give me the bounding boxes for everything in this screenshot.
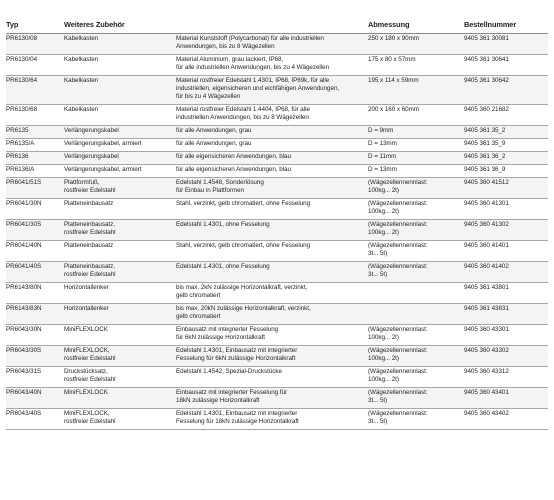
cell-abm-line: 200 x 160 x 60mm: [368, 106, 420, 113]
cell-zub-line: Horizontallenker: [64, 305, 109, 312]
cell-abm-line: 100kg... 2t): [368, 229, 399, 236]
cell-desc-line: Edelstahl 1.4301, ohne Fesselung: [176, 221, 270, 228]
table-row: [6, 34, 548, 55]
cell-desc-line: für alle eigensicheren Anwendungen, blau: [176, 166, 291, 173]
cell-zub-line: MiniFLEXLOCK: [64, 389, 108, 396]
cell-abm-line: (Wägezellennennlast:: [368, 221, 428, 228]
cell-abm-line: (Wägezellennennlast:: [368, 200, 428, 207]
cell-abm-line: (Wägezellennennlast:: [368, 368, 428, 375]
cell-zub-line: Kabelkasten: [64, 106, 99, 113]
cell-abm: [368, 35, 419, 43]
table-row: [6, 241, 548, 262]
header-abmessung: Abmessung: [368, 20, 410, 29]
cell-desc: [176, 326, 278, 342]
cell-desc: [176, 153, 291, 161]
cell-zub-line: rostfreier Edelstahl: [64, 418, 116, 425]
cell-desc: [176, 305, 311, 321]
header-typ: Typ: [6, 20, 19, 29]
cell-abm: [368, 179, 428, 195]
cell-typ: PR6130/04: [6, 56, 38, 63]
cell-desc: [176, 221, 270, 229]
cell-zub: [64, 35, 98, 43]
cell-zub-line: Platteneinbausatz: [64, 200, 114, 207]
cell-desc: [176, 179, 264, 195]
cell-desc: [176, 166, 291, 174]
cell-bestellnummer: 9405 361 30641: [464, 56, 509, 63]
cell-typ: PR6043/30N: [6, 326, 42, 333]
cell-desc-line: Material Kunststoff (Polycarbonat) für alle industriellen: [176, 35, 324, 42]
cell-desc-line: Anwendungen, bis zu 8 Wägezellen: [176, 43, 275, 50]
cell-typ: PR6135: [6, 127, 29, 134]
cell-abm-line: (Wägezellennennlast:: [368, 389, 428, 396]
cell-abm: [368, 326, 428, 342]
cell-zub-line: MiniFLEXLOCK,: [64, 347, 110, 354]
cell-abm-line: (Wägezellennennlast:: [368, 242, 428, 249]
cell-bestellnummer: 9405 360 41512: [464, 179, 509, 186]
cell-zub-line: Platteneinbausatz: [64, 242, 114, 249]
cell-typ: PR6043/30S: [6, 347, 42, 354]
cell-abm: [368, 106, 419, 114]
cell-zub-line: Platteneinbausatz,: [64, 263, 115, 270]
cell-desc: [176, 263, 270, 271]
cell-abm-line: 100kg... 2t): [368, 334, 399, 341]
cell-desc-line: bis max. 2kN zulässige Horizontalkraft, verzinkt,: [176, 284, 308, 291]
cell-bestellnummer: 9405 361 30642: [464, 77, 509, 84]
cell-abm: [368, 368, 428, 384]
cell-desc: [176, 242, 310, 250]
cell-abm-line: 3t... 5t): [368, 418, 388, 425]
cell-zub-line: MiniFLEXLOCK,: [64, 410, 110, 417]
cell-abm: [368, 200, 428, 216]
cell-zub-line: Verlängerungskabel: [64, 127, 119, 134]
cell-desc-line: Einbausatz mit integrierter Fesselung: [176, 326, 279, 333]
cell-zub-line: Platteneinbausatz,: [64, 221, 115, 228]
cell-desc-line: industriellen, eigensicheren und eichfähigen Anwendungen,: [176, 85, 340, 92]
cell-abm-line: 3t... 5t): [368, 397, 388, 404]
table-row: [6, 325, 548, 346]
cell-typ: PR6043/40S: [6, 410, 42, 417]
cell-desc-line: für alle Anwendungen, grau: [176, 127, 252, 134]
accessories-table: [6, 18, 548, 430]
cell-desc-line: Material rostfreier Edelstahl 1.4404, IP68, für alle: [176, 106, 310, 113]
cell-desc-line: Fesselung für 18kN zulässige Horizontalkraft: [176, 418, 299, 425]
cell-typ: PR6143/83N: [6, 305, 42, 312]
cell-bestellnummer: 9405 360 41401: [464, 242, 509, 249]
cell-abm: [368, 140, 397, 148]
table-row: [6, 152, 548, 165]
cell-typ: PR6130/68: [6, 106, 38, 113]
cell-desc: [176, 35, 324, 51]
cell-desc-line: Edelstahl 1.4301, ohne Fesselung: [176, 263, 270, 270]
cell-zub-line: rostfreier Edelstahl: [64, 355, 116, 362]
cell-abm: [368, 127, 393, 135]
cell-zub: [64, 347, 116, 363]
cell-zub: [64, 56, 98, 64]
table-row: [6, 178, 548, 199]
cell-desc: [176, 368, 282, 376]
cell-bestellnummer: 9405 361 43831: [464, 305, 509, 312]
table-row: [6, 367, 548, 388]
cell-typ: PR6136: [6, 153, 29, 160]
cell-desc-line: Stahl, verzinkt, gelb chromatiert, ohne Fesselung: [176, 200, 311, 207]
cell-abm: [368, 77, 419, 85]
cell-bestellnummer: 9405 361 35_9: [464, 140, 506, 147]
cell-zub-line: rostfreier Edelstahl: [64, 229, 116, 236]
cell-desc-line: industriellen Anwendungen, bis zu 8 Wägezellen: [176, 114, 309, 121]
cell-zub-line: rostfreier Edelstahl: [64, 376, 116, 383]
cell-zub: [64, 368, 116, 384]
cell-zub-line: Plattformfuß,: [64, 179, 100, 186]
cell-zub: [64, 153, 119, 161]
cell-typ: PR6130/64: [6, 77, 38, 84]
cell-zub-line: Kabelkasten: [64, 56, 99, 63]
cell-abm-line: D = 11mm: [368, 153, 397, 160]
cell-abm-line: D = 9mm: [368, 127, 394, 134]
cell-zub-line: Verlängerungskabel: [64, 153, 119, 160]
table-row: [6, 283, 548, 304]
cell-typ: PR6136/A: [6, 166, 35, 173]
cell-bestellnummer: 9405 361 43801: [464, 284, 509, 291]
cell-zub: [64, 242, 113, 250]
table-row: [6, 55, 548, 76]
cell-abm-line: (Wägezellennennlast:: [368, 410, 428, 417]
cell-desc-line: Edelstahl 1.4301, Einbausatz mit integrierter: [176, 410, 298, 417]
cell-abm: [368, 263, 428, 279]
cell-zub: [64, 77, 98, 85]
cell-typ: PR6041/40S: [6, 263, 42, 270]
cell-bestellnummer: 9405 360 21682: [464, 106, 509, 113]
cell-abm-line: (Wägezellennennlast:: [368, 326, 428, 333]
table-row: [6, 220, 548, 241]
table-row: [6, 105, 548, 126]
cell-desc: [176, 284, 307, 300]
cell-zub: [64, 179, 116, 195]
cell-abm-line: 100kg... 2t): [368, 187, 399, 194]
cell-abm-line: 100kg... 2t): [368, 355, 399, 362]
table-header: [6, 18, 548, 34]
cell-abm: [368, 347, 428, 363]
cell-zub: [64, 106, 98, 114]
cell-zub: [64, 127, 119, 135]
cell-abm-line: 195 x 114 x 59mm: [368, 77, 419, 84]
cell-bestellnummer: 9405 360 41402: [464, 263, 509, 270]
cell-abm: [368, 166, 397, 174]
cell-bestellnummer: 9405 360 43402: [464, 410, 509, 417]
cell-zub: [64, 389, 108, 397]
table-row: [6, 388, 548, 409]
cell-abm-line: 250 x 180 x 90mm: [368, 35, 420, 42]
cell-abm: [368, 153, 396, 161]
header-zubehoer: Weiteres Zubehör: [64, 20, 125, 29]
cell-typ: PR6041/30S: [6, 221, 42, 228]
cell-abm: [368, 242, 428, 258]
cell-zub: [64, 221, 116, 237]
cell-abm-line: (Wägezellennennlast:: [368, 263, 428, 270]
cell-typ: PR6043/40N: [6, 389, 42, 396]
cell-abm-line: 100kg... 2t): [368, 376, 399, 383]
table-row: [6, 304, 548, 325]
cell-zub: [64, 140, 141, 148]
cell-desc-line: für alle industriellen Anwendungen, bis zu 4 Wägezellen: [176, 64, 330, 71]
cell-desc: [176, 410, 299, 426]
cell-desc-line: für alle Anwendungen, grau: [176, 140, 252, 147]
cell-bestellnummer: 9405 360 41301: [464, 200, 509, 207]
cell-zub-line: Verlängerungskabel, armiert: [64, 140, 142, 147]
cell-typ: PR6130/08: [6, 35, 38, 42]
cell-bestellnummer: 9405 360 43302: [464, 347, 509, 354]
cell-typ: PR6143/80N: [6, 284, 42, 291]
table-row: [6, 346, 548, 367]
cell-typ: PR6043/31S: [6, 368, 42, 375]
cell-abm-line: (Wägezellennennlast:: [368, 347, 428, 354]
cell-abm: [368, 389, 428, 405]
cell-desc-line: Edelstahl 1.4301, Einbausatz mit integrierter: [176, 347, 298, 354]
cell-zub: [64, 326, 108, 334]
cell-zub: [64, 305, 109, 313]
cell-desc-line: Edelstahl 1.4542, Spezial-Druckstücke: [176, 368, 282, 375]
cell-abm-line: 175 x 80 x 57mm: [368, 56, 416, 63]
table-row: [6, 126, 548, 139]
cell-abm: [368, 221, 428, 237]
cell-bestellnummer: 9405 361 36_9: [464, 166, 506, 173]
cell-desc: [176, 106, 310, 122]
cell-zub-line: MiniFLEXLOCK: [64, 326, 108, 333]
cell-abm-line: (Wägezellennennlast:: [368, 179, 428, 186]
cell-zub-line: Kabelkasten: [64, 77, 99, 84]
table-body: [6, 34, 548, 430]
cell-abm-line: 3t... 5t): [368, 250, 388, 257]
cell-desc: [176, 127, 251, 135]
cell-desc-line: 18kN zulässige Horizontalkraft: [176, 397, 260, 404]
cell-desc: [176, 77, 339, 101]
cell-zub: [64, 410, 116, 426]
cell-desc-line: für alle eigensicheren Anwendungen, blau: [176, 153, 291, 160]
cell-desc-line: Fesselung für 6kN zulässige Horizontalkraft: [176, 355, 296, 362]
table-row: [6, 262, 548, 283]
cell-abm-line: D = 13mm: [368, 166, 397, 173]
cell-desc: [176, 200, 310, 208]
cell-bestellnummer: 9405 360 43301: [464, 326, 509, 333]
cell-desc-line: gelb chromatiert: [176, 313, 221, 320]
cell-desc-line: Edelstahl 1.4548, Sonderlösung: [176, 179, 264, 186]
table-row: [6, 199, 548, 220]
cell-typ: PR6135/A: [6, 140, 35, 147]
cell-zub-line: Verlängerungskabel, armiert: [64, 166, 142, 173]
cell-desc-line: Stahl, verzinkt, gelb chromatiert, ohne Fesselung: [176, 242, 311, 249]
header-bestellnummer: Bestellnummer: [464, 20, 517, 29]
cell-zub: [64, 200, 113, 208]
cell-typ: PR6041/51S: [6, 179, 42, 186]
cell-zub-line: rostfreier Edelstahl: [64, 187, 116, 194]
cell-zub: [64, 166, 141, 174]
cell-desc-line: für 6kN zulässige Horizontalkraft: [176, 334, 265, 341]
cell-desc-line: für Einbau in Plattformen: [176, 187, 245, 194]
cell-bestellnummer: 9405 360 41302: [464, 221, 509, 228]
cell-typ: PR6041/30N: [6, 200, 42, 207]
cell-zub: [64, 263, 116, 279]
cell-zub-line: Druckstücksatz,: [64, 368, 108, 375]
cell-typ: PR6041/40N: [6, 242, 42, 249]
table-row: [6, 139, 548, 152]
cell-desc-line: für bis zu 4 Wägezellen: [176, 93, 241, 100]
cell-abm: [368, 410, 428, 426]
cell-desc-line: gelb chromatiert: [176, 292, 221, 299]
cell-zub-line: Horizontallenker: [64, 284, 109, 291]
cell-abm-line: 3t... 5t): [368, 271, 388, 278]
table-row: [6, 76, 548, 105]
cell-bestellnummer: 9405 360 43312: [464, 368, 509, 375]
cell-desc-line: Material rostfreier Edelstahl 1.4301, IP68, IP69k, für alle: [176, 77, 330, 84]
cell-desc-line: bis max. 20kN zulässige Horizontalkraft, verzinkt,: [176, 305, 311, 312]
cell-bestellnummer: 9405 361 30081: [464, 35, 509, 42]
cell-abm-line: D = 13mm: [368, 140, 397, 147]
cell-zub-line: rostfreier Edelstahl: [64, 271, 116, 278]
cell-abm: [368, 56, 416, 64]
table-row: [6, 409, 548, 430]
cell-zub-line: Kabelkasten: [64, 35, 99, 42]
table-row: [6, 165, 548, 178]
cell-desc-line: Einbausatz mit integrierter Fesselung für: [176, 389, 287, 396]
cell-abm-line: 100kg... 2t): [368, 208, 399, 215]
cell-bestellnummer: 9405 361 35_2: [464, 127, 506, 134]
cell-desc: [176, 389, 287, 405]
cell-zub: [64, 284, 109, 292]
cell-bestellnummer: 9405 360 43401: [464, 389, 509, 396]
cell-desc-line: Material Aluminium, grau lackiert, IP68,: [176, 56, 284, 63]
cell-desc: [176, 140, 251, 148]
cell-desc: [176, 56, 329, 72]
cell-bestellnummer: 9405 361 36_2: [464, 153, 506, 160]
cell-desc: [176, 347, 297, 363]
